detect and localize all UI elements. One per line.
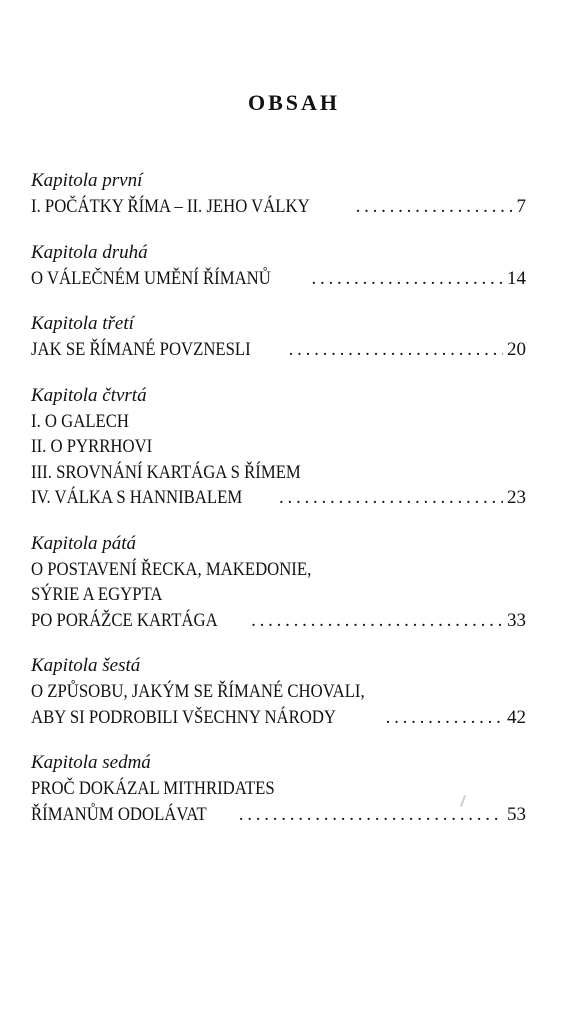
entry-title: O ZPŮSOBU, JAKÝM SE ŘÍMANÉ CHOVALI, [31, 681, 365, 702]
toc-entry-line [31, 409, 526, 435]
toc-entry-line [31, 776, 526, 802]
chapter-heading: Kapitola pátá [31, 532, 137, 554]
toc-entry-line [31, 582, 526, 608]
toc-entry-line [31, 802, 526, 828]
toc-entry-line [31, 460, 526, 486]
entry-title: SÝRIE A EGYPTA [31, 584, 163, 605]
dot-leader [279, 485, 503, 511]
dot-leader [251, 608, 503, 634]
chapter-heading: Kapitola sedmá [31, 752, 151, 773]
page-number: 7 [516, 196, 526, 217]
entry-title: I. POČÁTKY ŘÍMA – II. JEHO VÁLKY [31, 196, 310, 217]
entry-title: ABY SI PODROBILI VŠECHNY NÁRODY [31, 706, 337, 728]
toc-entry-line [31, 266, 526, 292]
entry-title: I. O GALECH [31, 410, 129, 432]
entry-title: III. SROVNÁNÍ KARTÁGA S ŘÍMEM [31, 461, 301, 483]
toc-chapter-5 [31, 531, 526, 634]
entry-title: JAK SE ŘÍMANÉ POVZNESLI [31, 339, 251, 360]
page-title: OBSAH [247, 90, 341, 115]
page-number: 14 [507, 267, 526, 289]
dot-leader [312, 266, 503, 292]
chapter-heading: Kapitola čtvrtá [31, 384, 147, 406]
toc-chapter-6 [31, 653, 526, 730]
toc-entry-line [31, 194, 526, 220]
toc-chapter-2 [31, 240, 526, 292]
entry-title: O VÁLEČNÉM UMĚNÍ ŘÍMANŮ [31, 267, 271, 289]
chapter-heading: Kapitola šestá [31, 655, 141, 676]
dot-leader [386, 705, 503, 731]
toc-entry-line [31, 679, 526, 705]
toc-entry-line [31, 337, 526, 363]
table-of-contents [31, 168, 526, 847]
toc-chapter-7 [31, 750, 526, 827]
dot-leader [239, 802, 503, 828]
page-number: 53 [507, 803, 526, 825]
chapter-heading: Kapitola druhá [31, 241, 148, 263]
chapter-heading: Kapitola první [31, 170, 143, 191]
entry-title: O POSTAVENÍ ŘECKA, MAKEDONIE, [31, 558, 312, 580]
chapter-heading: Kapitola třetí [31, 313, 134, 334]
dot-leader [356, 194, 513, 220]
toc-entry-line [31, 608, 526, 634]
entry-title: IV. VÁLKA S HANNIBALEM [31, 487, 243, 508]
toc-chapter-4 [31, 383, 526, 511]
toc-entry-line [31, 485, 526, 511]
entry-title: PO PORÁŽCE KARTÁGA [31, 609, 218, 631]
toc-chapter-1 [31, 168, 526, 220]
page-number: 20 [507, 339, 526, 360]
entry-title: II. O PYRRHOVI [31, 436, 153, 457]
page-number: 42 [507, 706, 526, 728]
entry-title: PROČ DOKÁZAL MITHRIDATES [31, 778, 275, 799]
page-number: 23 [507, 487, 526, 508]
toc-entry-line [31, 434, 526, 460]
dot-leader [289, 337, 503, 363]
toc-entry-line [31, 705, 526, 731]
toc-entry-line [31, 557, 526, 583]
entry-title: ŘÍMANŮM ODOLÁVAT [31, 803, 207, 825]
page-number: 33 [507, 609, 526, 631]
toc-chapter-3 [31, 311, 526, 363]
